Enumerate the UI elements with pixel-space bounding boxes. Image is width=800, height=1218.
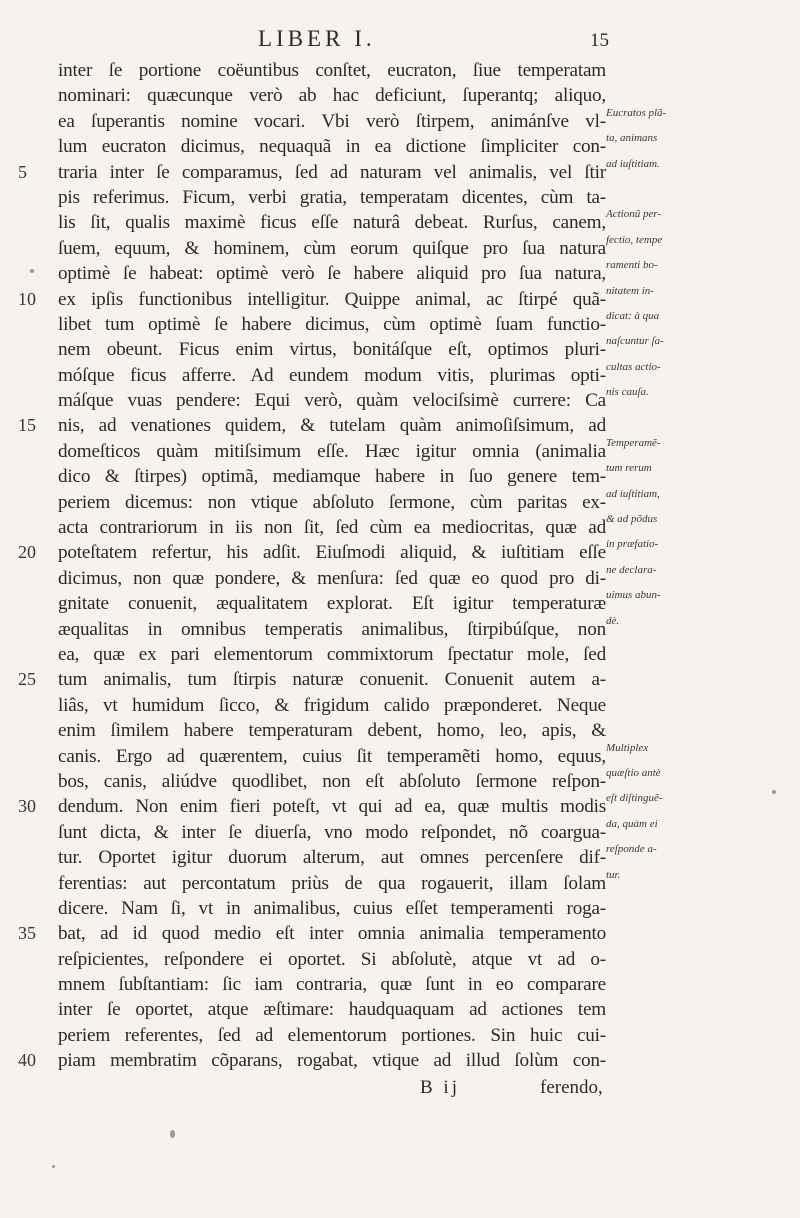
line-number: 35: [18, 923, 36, 944]
line-text: piam membratim cõparans, rogabat, vtique ad illud ſolùm con-: [58, 1050, 606, 1072]
marginal-gloss: ne declara-: [606, 563, 657, 576]
text-line: [0, 741, 800, 769]
text-line: [0, 388, 800, 413]
line-text: ſunt dicta, & inter ſe diuerſa, vno modo reſpondet, nõ coargua-: [58, 821, 606, 843]
text-line: [0, 766, 800, 794]
line-text: ferentias: aut percontatum priùs de qua rogauerit, illam ſolam: [58, 872, 606, 894]
line-text: ſuem, equum, & hominem, cùm eorum quiſque pro ſua natura: [58, 237, 606, 259]
line-text: optimè ſe habeat: optimè verò ſe habere aliquid pro ſua natura,: [58, 263, 606, 285]
text-line: [0, 106, 800, 134]
text-line: [0, 337, 800, 362]
text-line: [0, 591, 800, 616]
text-line: [0, 185, 800, 210]
text-line: [0, 134, 800, 159]
text-line: [0, 487, 800, 515]
text-line: [0, 540, 800, 565]
marginal-gloss: & ad põdus: [606, 513, 658, 526]
text-line: [0, 309, 800, 337]
marginal-gloss: quæſtio antè: [606, 766, 661, 779]
line-text: libet tum optimè ſe habere dicimus, cùm optimè ſuam functio-: [58, 313, 606, 335]
text-line: [0, 896, 800, 921]
marginal-gloss: uimus abun-: [606, 589, 661, 602]
text-line: [0, 233, 800, 261]
line-text: mnem ſubſtantiam: ſic iam contraria, quæ ſunt in eo comparare: [58, 974, 606, 996]
marginal-gloss: in præfatio-: [606, 538, 659, 551]
marginal-gloss: Multiplex: [606, 741, 649, 754]
line-text: domeſticos quàm mitiſsimum eſſe. Hæc igitur omnia (animalia: [58, 440, 606, 462]
line-text: enim ſimilem habere temperaturam debent, homo, leo, apis, &: [58, 720, 606, 742]
marginal-gloss: dicat: à qua: [606, 309, 660, 322]
text-line: [0, 515, 800, 540]
marginal-gloss: Eucratos plã-: [606, 106, 667, 119]
line-text: bos, canis, aliúdve quodlibet, non eſt abſoluto ſermone reſpon-: [58, 770, 606, 792]
line-text: ea ſuperantis nomine vocari. Vbi verò ſtirpem, animánſve vl-: [58, 110, 606, 132]
text-line: [0, 1023, 800, 1048]
marginal-gloss: ad iuſtitiam.: [606, 157, 660, 170]
line-text: ex ipſis functionibus intelligitur. Quippe animal, ac ſtirpé quã-: [58, 288, 606, 310]
line-number: 30: [18, 796, 36, 817]
text-line: [0, 157, 800, 185]
text-line: [0, 718, 800, 743]
text-line: [0, 58, 800, 83]
footer: [0, 1074, 800, 1102]
text-line: [0, 947, 800, 972]
line-text: pis referimus. Ficum, verbi gratia, temperatam dicentes, cùm ta-: [58, 186, 606, 208]
marginal-gloss: Actionũ per-: [606, 208, 662, 221]
text-line: [0, 817, 800, 845]
marginal-gloss: da, quàm ei: [606, 817, 658, 830]
ink-speck: [772, 790, 776, 794]
line-number: 5: [18, 161, 27, 182]
body-text: [0, 58, 800, 1102]
marginal-gloss: fectio, tempe: [606, 233, 663, 246]
line-text: lis ſit, qualis maximè ficus eſſe naturâ debeat. Rurſus, canem,: [58, 212, 606, 234]
line-number: 20: [18, 542, 36, 563]
line-text: dico & ſtirpes) optimã, mediamque habere in ſuo genere tem-: [58, 466, 606, 488]
line-text: móſque ficus afferre. Ad eundem modum vitis, plurimas opti-: [58, 364, 606, 386]
text-line: [0, 413, 800, 438]
catchword: ferendo,: [540, 1076, 603, 1098]
text-line: [0, 868, 800, 896]
line-text: gnitate conuenit, æqualitatem explorat. Eſt igitur temperaturæ: [58, 593, 606, 615]
line-text: reſpicientes, reſpondere ei oportet. Si abſolutè, atque vt ad o-: [58, 948, 606, 970]
marginal-gloss: ta, animans: [606, 132, 658, 145]
text-line: [0, 436, 800, 464]
line-text: ea, quæ ex pari elementorum commixtorum ſpectatur mole, ſed: [58, 643, 606, 665]
line-text: inter ſe portione coëuntibus conſtet, eucraton, ſiue temperatam: [58, 60, 606, 81]
ink-speck: [170, 1130, 175, 1138]
line-text: acta contrariorum in iis non ſit, ſed cùm ea mediocritas, quæ ad: [58, 517, 606, 539]
signature-mark: B ij: [420, 1076, 460, 1098]
marginal-gloss: nis cauſa.: [606, 386, 649, 399]
text-line: [0, 921, 800, 946]
marginal-gloss: Temperamẽ-: [606, 436, 661, 449]
line-text: nis, ad venationes quidem, & tutelam quàm animoſiſsimum, ad: [58, 415, 606, 437]
text-line: [0, 614, 800, 642]
ink-speck: [52, 1165, 55, 1168]
line-number: 15: [18, 415, 36, 436]
line-text: periem referentes, ſed ad elementorum portiones. Sin huic cui-: [58, 1024, 606, 1046]
text-line: [0, 693, 800, 718]
marginal-gloss: tum rerum: [606, 462, 652, 475]
text-line: [0, 845, 800, 870]
line-text: æqualitas in omnibus temperatis animalibus, ſtirpibúſque, non: [58, 618, 606, 640]
text-line: [0, 284, 800, 312]
marginal-gloss: dè.: [606, 614, 620, 627]
marginal-gloss: ad iuſtitiam,: [606, 487, 660, 500]
marginal-gloss: tur.: [606, 868, 621, 881]
line-text: canis. Ergo ad quærentem, cuius ſit temperamẽti homo, equus,: [58, 745, 606, 767]
line-text: nominari: quæcunque verò ab hac deficiunt, ſuperantq; aliquo,: [58, 85, 606, 107]
text-line: [0, 464, 800, 489]
marginal-gloss: ramenti bo-: [606, 259, 658, 272]
line-text: inter ſe oportet, atque æſtimare: haudquaquam ad actiones tem: [58, 999, 606, 1021]
line-text: dicere. Nam ſi, vt in animalibus, cuius eſſet temperamenti roga-: [58, 897, 606, 919]
ink-speck: [30, 269, 34, 273]
text-line: [0, 667, 800, 692]
text-line: [0, 642, 800, 667]
text-line: [0, 210, 800, 235]
marginal-gloss: reſponde a-: [606, 843, 657, 856]
line-text: dicimus, non quæ pondere, & menſura: ſed quæ eo quod pro di-: [58, 567, 606, 589]
line-text: dendum. Non enim fieri poteſt, vt qui ad ea, quæ multis modis: [58, 796, 606, 818]
text-line: [0, 972, 800, 997]
line-text: poteſtatem refertur, his adſit. Eiuſmodi aliquid, & iuſtitiam eſſe: [58, 542, 606, 564]
line-number: 25: [18, 669, 36, 690]
text-line: [0, 563, 800, 591]
line-text: nem obeunt. Ficus enim virtus, bonitáſque eſt, optimos pluri-: [58, 339, 606, 361]
text-line: [0, 997, 800, 1022]
marginal-gloss: nitatem in-: [606, 284, 654, 297]
marginal-gloss: naſcuntur ſa-: [606, 335, 664, 348]
text-line: [0, 360, 800, 388]
page-number: 15: [590, 30, 609, 51]
text-line: [0, 1048, 800, 1073]
line-text: traria inter ſe comparamus, ſed ad naturam vel animalis, vel ſtir: [58, 161, 606, 183]
running-head: LIBER I.: [258, 26, 376, 51]
line-text: bat, ad id quod medio eſt inter omnia animalia temperamento: [58, 923, 606, 945]
marginal-gloss: cultas actio-: [606, 360, 661, 373]
text-line: [0, 83, 800, 108]
line-text: liâs, vt humidum ſicco, & frigidum calido præponderet. Neque: [58, 694, 606, 716]
text-line: [0, 794, 800, 819]
line-text: tum animalis, tum ſtirpis naturæ conuenit. Conuenit autem a-: [58, 669, 606, 691]
marginal-gloss: eſt diſtinguẽ-: [606, 792, 663, 805]
line-text: máſque vuas pendere: Equi verò, quàm velociſsimè currere: Ca: [58, 390, 606, 412]
line-text: lum eucraton dicimus, nequaquã in ea dictione ſimpliciter con-: [58, 136, 606, 158]
line-number: 10: [18, 288, 36, 309]
line-number: 40: [18, 1050, 36, 1071]
line-text: tur. Oportet igitur duorum alterum, aut omnes percenſere dif-: [58, 847, 606, 869]
line-text: periem dicemus: non vtique abſoluto ſermone, cùm paritas ex-: [58, 491, 606, 513]
text-line: [0, 261, 800, 286]
